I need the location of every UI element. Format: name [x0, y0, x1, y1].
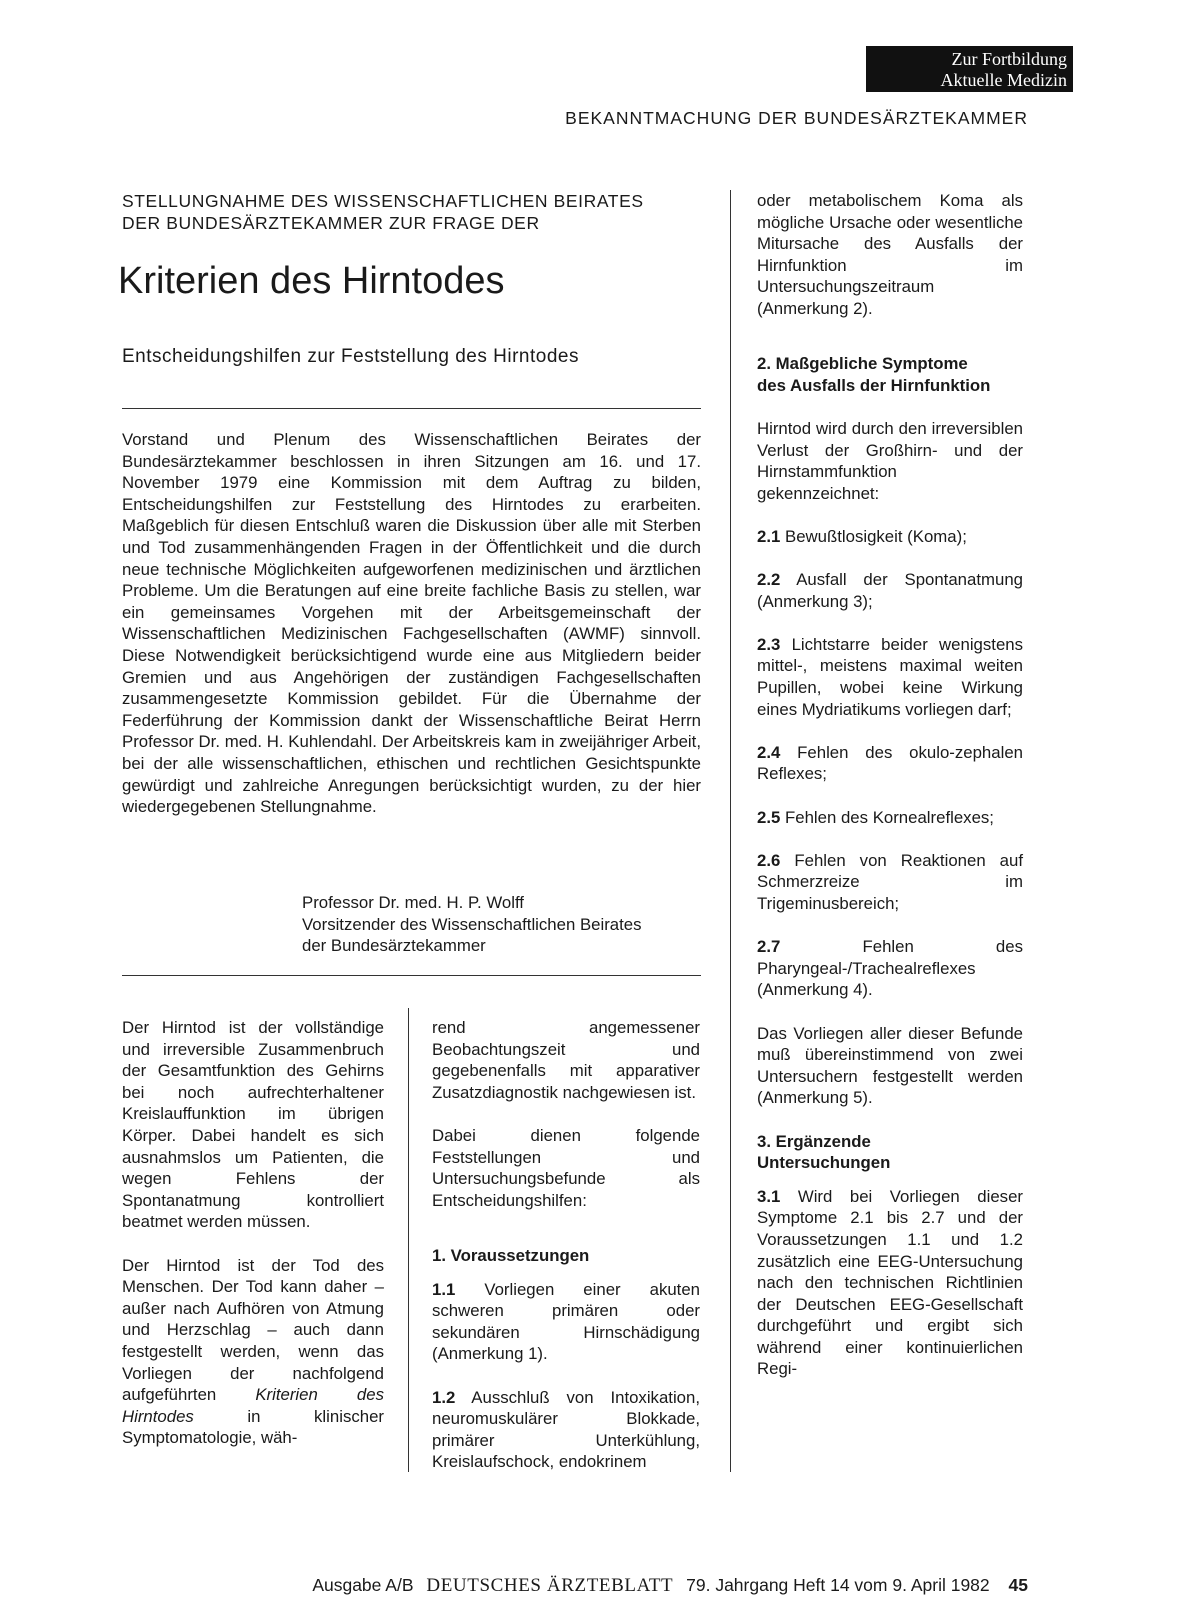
paragraph: Das Vorliegen aller dieser Befunde muß übereinstimmend von zwei Untersuchern festgestellt werden (Anmerkung 5). — [757, 1023, 1023, 1108]
article-subtitle: Entscheidungshilfen zur Feststellung des Hirntodes — [122, 346, 579, 367]
journal-masthead: DEUTSCHES ÄRZTEBLATT — [426, 1575, 674, 1596]
body-column-2 — [432, 1017, 700, 1473]
list-item: 1.1 Vorliegen einer akuten schweren primären oder sekundären Hirnschädigung (Anmerkung 1). — [432, 1279, 700, 1364]
badge-line-2: Aktuelle Medizin — [940, 70, 1067, 90]
intro-top-rule — [122, 408, 701, 409]
paragraph: Der Hirntod ist der vollständige und irreversible Zusammenbruch der Gesamtfunktion des Gehirns bei noch aufrechterhaltener Kreislauffunktion im übrigen Körper. Dabei handelt es sich ausnahmslos um Patienten, die wegen Fehlens der Spontanatmung kontrolliert beatmet werden müssen. — [122, 1018, 384, 1232]
list-item: 3.1 Wird bei Vorliegen dieser Symptome 2.1 bis 2.7 und der Voraussetzungen 1.1 und 1.2 zusätzlich eine EEG-Untersuchung nach den technischen Richtlinien der Deutschen EEG-Gesellschaft durchgeführt und ergibt sich während einer kontinuierlichen Regi- — [757, 1186, 1023, 1379]
intro-bottom-rule — [122, 975, 701, 976]
column-divider-right — [730, 190, 731, 1472]
list-item: 2.5 Fehlen des Kornealreflexes; — [757, 807, 994, 827]
kicker-line-2: DER BUNDESÄRZTEKAMMER ZUR FRAGE DER — [122, 213, 540, 233]
signature-block — [302, 892, 722, 957]
signature-role: Vorsitzender des Wissenschaftlichen Beirates — [302, 914, 642, 934]
signature-org: der Bundesärztekammer — [302, 936, 486, 956]
body-column-3 — [757, 190, 1023, 1380]
column-divider-left — [408, 1008, 409, 1472]
page-footer — [312, 1575, 1028, 1597]
list-item: 1.2 Ausschluß von Intoxikation, neuromuskulärer Blokkade, primärer Unterkühlung, Kreislaufschock, endokrinem — [432, 1387, 700, 1472]
issue-info: 79. Jahrgang Heft 14 vom 9. April 1982 — [686, 1575, 990, 1595]
page-number: 45 — [1008, 1575, 1028, 1595]
section-heading-3: 3. Ergänzende Untersuchungen — [757, 1131, 891, 1173]
section-badge — [866, 46, 1073, 92]
section-heading-1: 1. Voraussetzungen — [432, 1245, 590, 1265]
list-item: 2.6 Fehlen von Reaktionen auf Schmerzreize im Trigeminusbereich; — [757, 850, 1023, 913]
section-heading: BEKANNTMACHUNG DER BUNDESÄRZTEKAMMER — [565, 108, 1028, 128]
body-column-1 — [122, 1017, 384, 1449]
paragraph: rend angemessener Beobachtungszeit und gegebenenfalls mit apparativer Zusatzdiagnostik nachgewiesen ist. — [432, 1018, 700, 1102]
emphasis-text: Kriterien des Hirntodes — [122, 1385, 384, 1426]
list-item: 2.7 Fehlen des Pharyngeal-/Trachealreflexes (Anmerkung 4). — [757, 937, 1023, 1000]
article-title: Kriterien des Hirntodes — [118, 260, 505, 302]
paragraph: Hirntod wird durch den irreversiblen Verlust der Großhirn- und der Hirnstammfunktion gekennzeichnet: — [757, 418, 1023, 503]
article-kicker — [122, 190, 712, 234]
paragraph: oder metabolischem Koma als mögliche Ursache oder wesentliche Mitursache des Ausfalls der Hirnfunktion im Untersuchungszeitraum (Anmerkung 2). — [757, 191, 1023, 318]
kicker-line-1: STELLUNGNAHME DES WISSENSCHAFTLICHEN BEIRATES — [122, 191, 644, 211]
edition-label: Ausgabe A/B — [312, 1575, 414, 1595]
paragraph: Dabei dienen folgende Feststellungen und Untersuchungsbefunde als Entscheidungshilfen: — [432, 1125, 700, 1210]
badge-line-1: Zur Fortbildung — [951, 49, 1067, 69]
list-item: 2.1 Bewußtlosigkeit (Koma); — [757, 526, 967, 546]
paragraph: Der Hirntod ist der Tod des Menschen. Der Tod kann daher – außer nach Aufhören von Atmung und Herzschlag – auch dann festgestellt werden, wenn das Vorliegen der nachfolgend aufgeführten Kriterien des Hirntodes in klinischer Symptomatologie, wäh- — [122, 1255, 384, 1448]
signature-name: Professor Dr. med. H. P. Wolff — [302, 893, 524, 912]
list-item: 2.4 Fehlen des okulo-zephalen Reflexes; — [757, 742, 1023, 784]
intro-paragraph: Vorstand und Plenum des Wissenschaftlichen Beirates der Bundesärztekammer beschlossen in ihren Sitzungen am 16. und 17. November 1979 eine Kommission mit dem Auftrag zu bilden, Entscheidungshilfen zur Feststellung des Hirntodes zu erarbeiten. Maßgeblich für diesen Entschluß waren die Diskussion über alle mit Sterben und Tod zusammenhängenden Fragen in der Öffentlichkeit und die durch neue technische Möglichkeiten aufgeworfenen medizinischen und ärztlichen Probleme. Um die Beratungen auf eine breite fachliche Basis zu stellen, war ein gemeinsames Vorgehen mit der Arbeitsgemeinschaft der Wissenschaftlichen Medizinischen Fachgesellschaften (AWMF) sinnvoll. Diese Notwendigkeit berücksichtigend wurde eine aus Mitgliedern beider Gremien und aus Angehörigen der zuständigen Fachgesellschaften zusammengesetzte Kommission gebildet. Für die Übernahme der Federführung der Kommission dankt der Wissenschaftliche Beirat Herrn Professor Dr. med. H. Kuhlendahl. Der Arbeitskreis kam in zweijähriger Arbeit, bei der alle wissenschaftlichen, ethischen und rechtlichen Gesichtspunkte gewürdigt und zahlreiche Anregungen berücksichtigt wurden, zu der hier wiedergegebenen Stellungnahme. — [122, 430, 701, 817]
list-item: 2.2 Ausfall der Spontanatmung (Anmerkung 3); — [757, 570, 1023, 611]
list-item: 2.3 Lichtstarre beider wenigstens mittel-, meistens maximal weiten Pupillen, wobei keine Wirkung eines Mydriatikums vorliegen darf; — [757, 634, 1023, 719]
section-heading-2: 2. Maßgebliche Symptome des Ausfalls der Hirnfunktion — [757, 354, 991, 395]
